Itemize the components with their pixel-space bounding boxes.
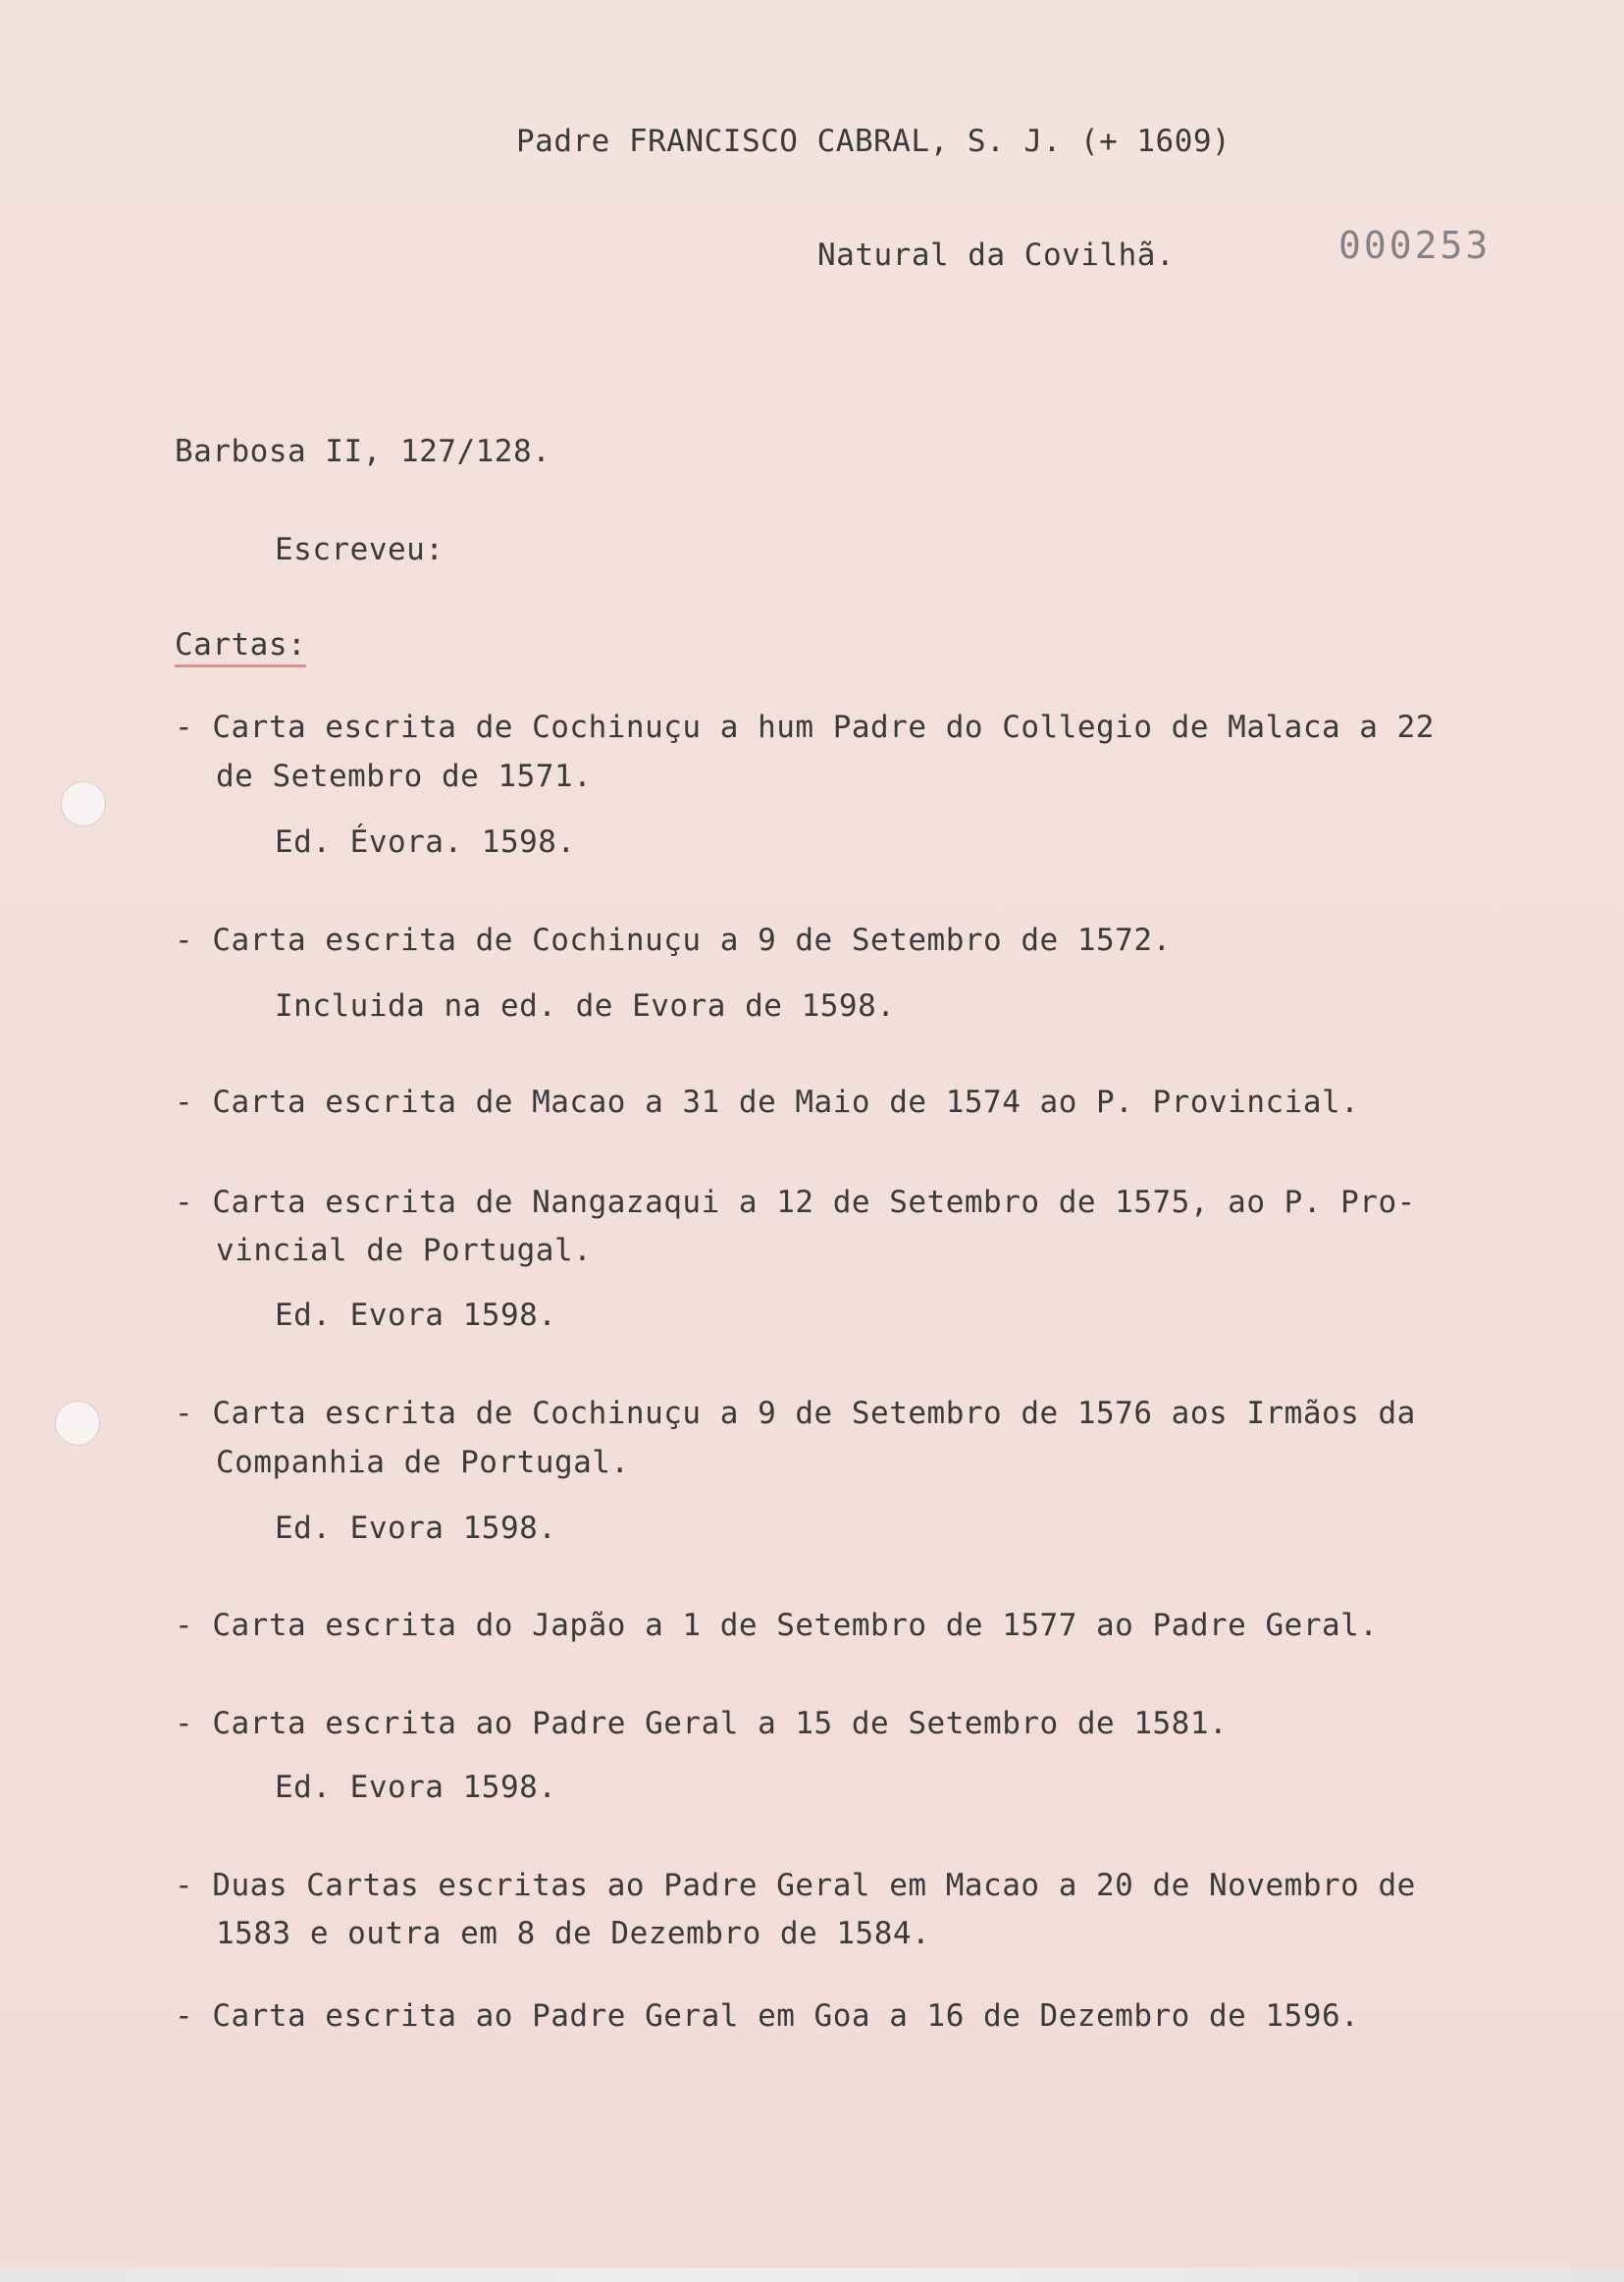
- list-item: - Carta escrita do Japão a 1 de Setembro de 1577 ao Padre Geral.: [175, 1608, 1379, 1643]
- archive-stamp-number: 000253: [1338, 224, 1492, 267]
- document-title: Padre FRANCISCO CABRAL, S. J. (+ 1609): [516, 124, 1231, 159]
- punch-hole: [55, 1401, 100, 1446]
- list-item: - Duas Cartas escritas ao Padre Geral em Macao a 20 de Novembro de: [175, 1868, 1416, 1903]
- list-item-continuation: vincial de Portugal.: [216, 1233, 593, 1268]
- section-title: [175, 625, 306, 664]
- scan-edge: [0, 2268, 1624, 2282]
- edition-note: Incluida na ed. de Evora de 1598.: [275, 988, 896, 1024]
- section-title-text: Cartas:: [175, 627, 306, 667]
- list-item-continuation: de Setembro de 1571.: [216, 759, 593, 794]
- origin-note: Natural da Covilhã.: [817, 238, 1176, 273]
- list-item: - Carta escrita de Nangazaqui a 12 de Setembro de 1575, ao P. Pro-: [175, 1185, 1416, 1220]
- edition-note: Ed. Evora 1598.: [275, 1511, 557, 1546]
- list-item: - Carta escrita de Cochinuçu a 9 de Setembro de 1576 aos Irmãos da: [175, 1396, 1416, 1431]
- list-item-continuation: Companhia de Portugal.: [216, 1445, 630, 1480]
- edition-note: Ed. Evora 1598.: [275, 1298, 557, 1333]
- list-item: - Carta escrita ao Padre Geral em Goa a 16 de Dezembro de 1596.: [175, 1998, 1360, 2034]
- edition-note: Ed. Evora 1598.: [275, 1770, 557, 1805]
- escreveu-heading: Escreveu:: [275, 532, 445, 567]
- punch-hole: [61, 781, 106, 826]
- edition-note: Ed. Évora. 1598.: [275, 824, 576, 860]
- list-item: - Carta escrita de Cochinuçu a hum Padre do Collegio de Malaca a 22: [175, 710, 1435, 745]
- bibliographic-reference: Barbosa II, 127/128.: [175, 434, 551, 469]
- list-item: - Carta escrita ao Padre Geral a 15 de Setembro de 1581.: [175, 1706, 1229, 1741]
- list-item: - Carta escrita de Cochinuçu a 9 de Setembro de 1572.: [175, 923, 1172, 958]
- list-item-continuation: 1583 e outra em 8 de Dezembro de 1584.: [216, 1916, 931, 1951]
- list-item: - Carta escrita de Macao a 31 de Maio de 1574 ao P. Provincial.: [175, 1085, 1360, 1120]
